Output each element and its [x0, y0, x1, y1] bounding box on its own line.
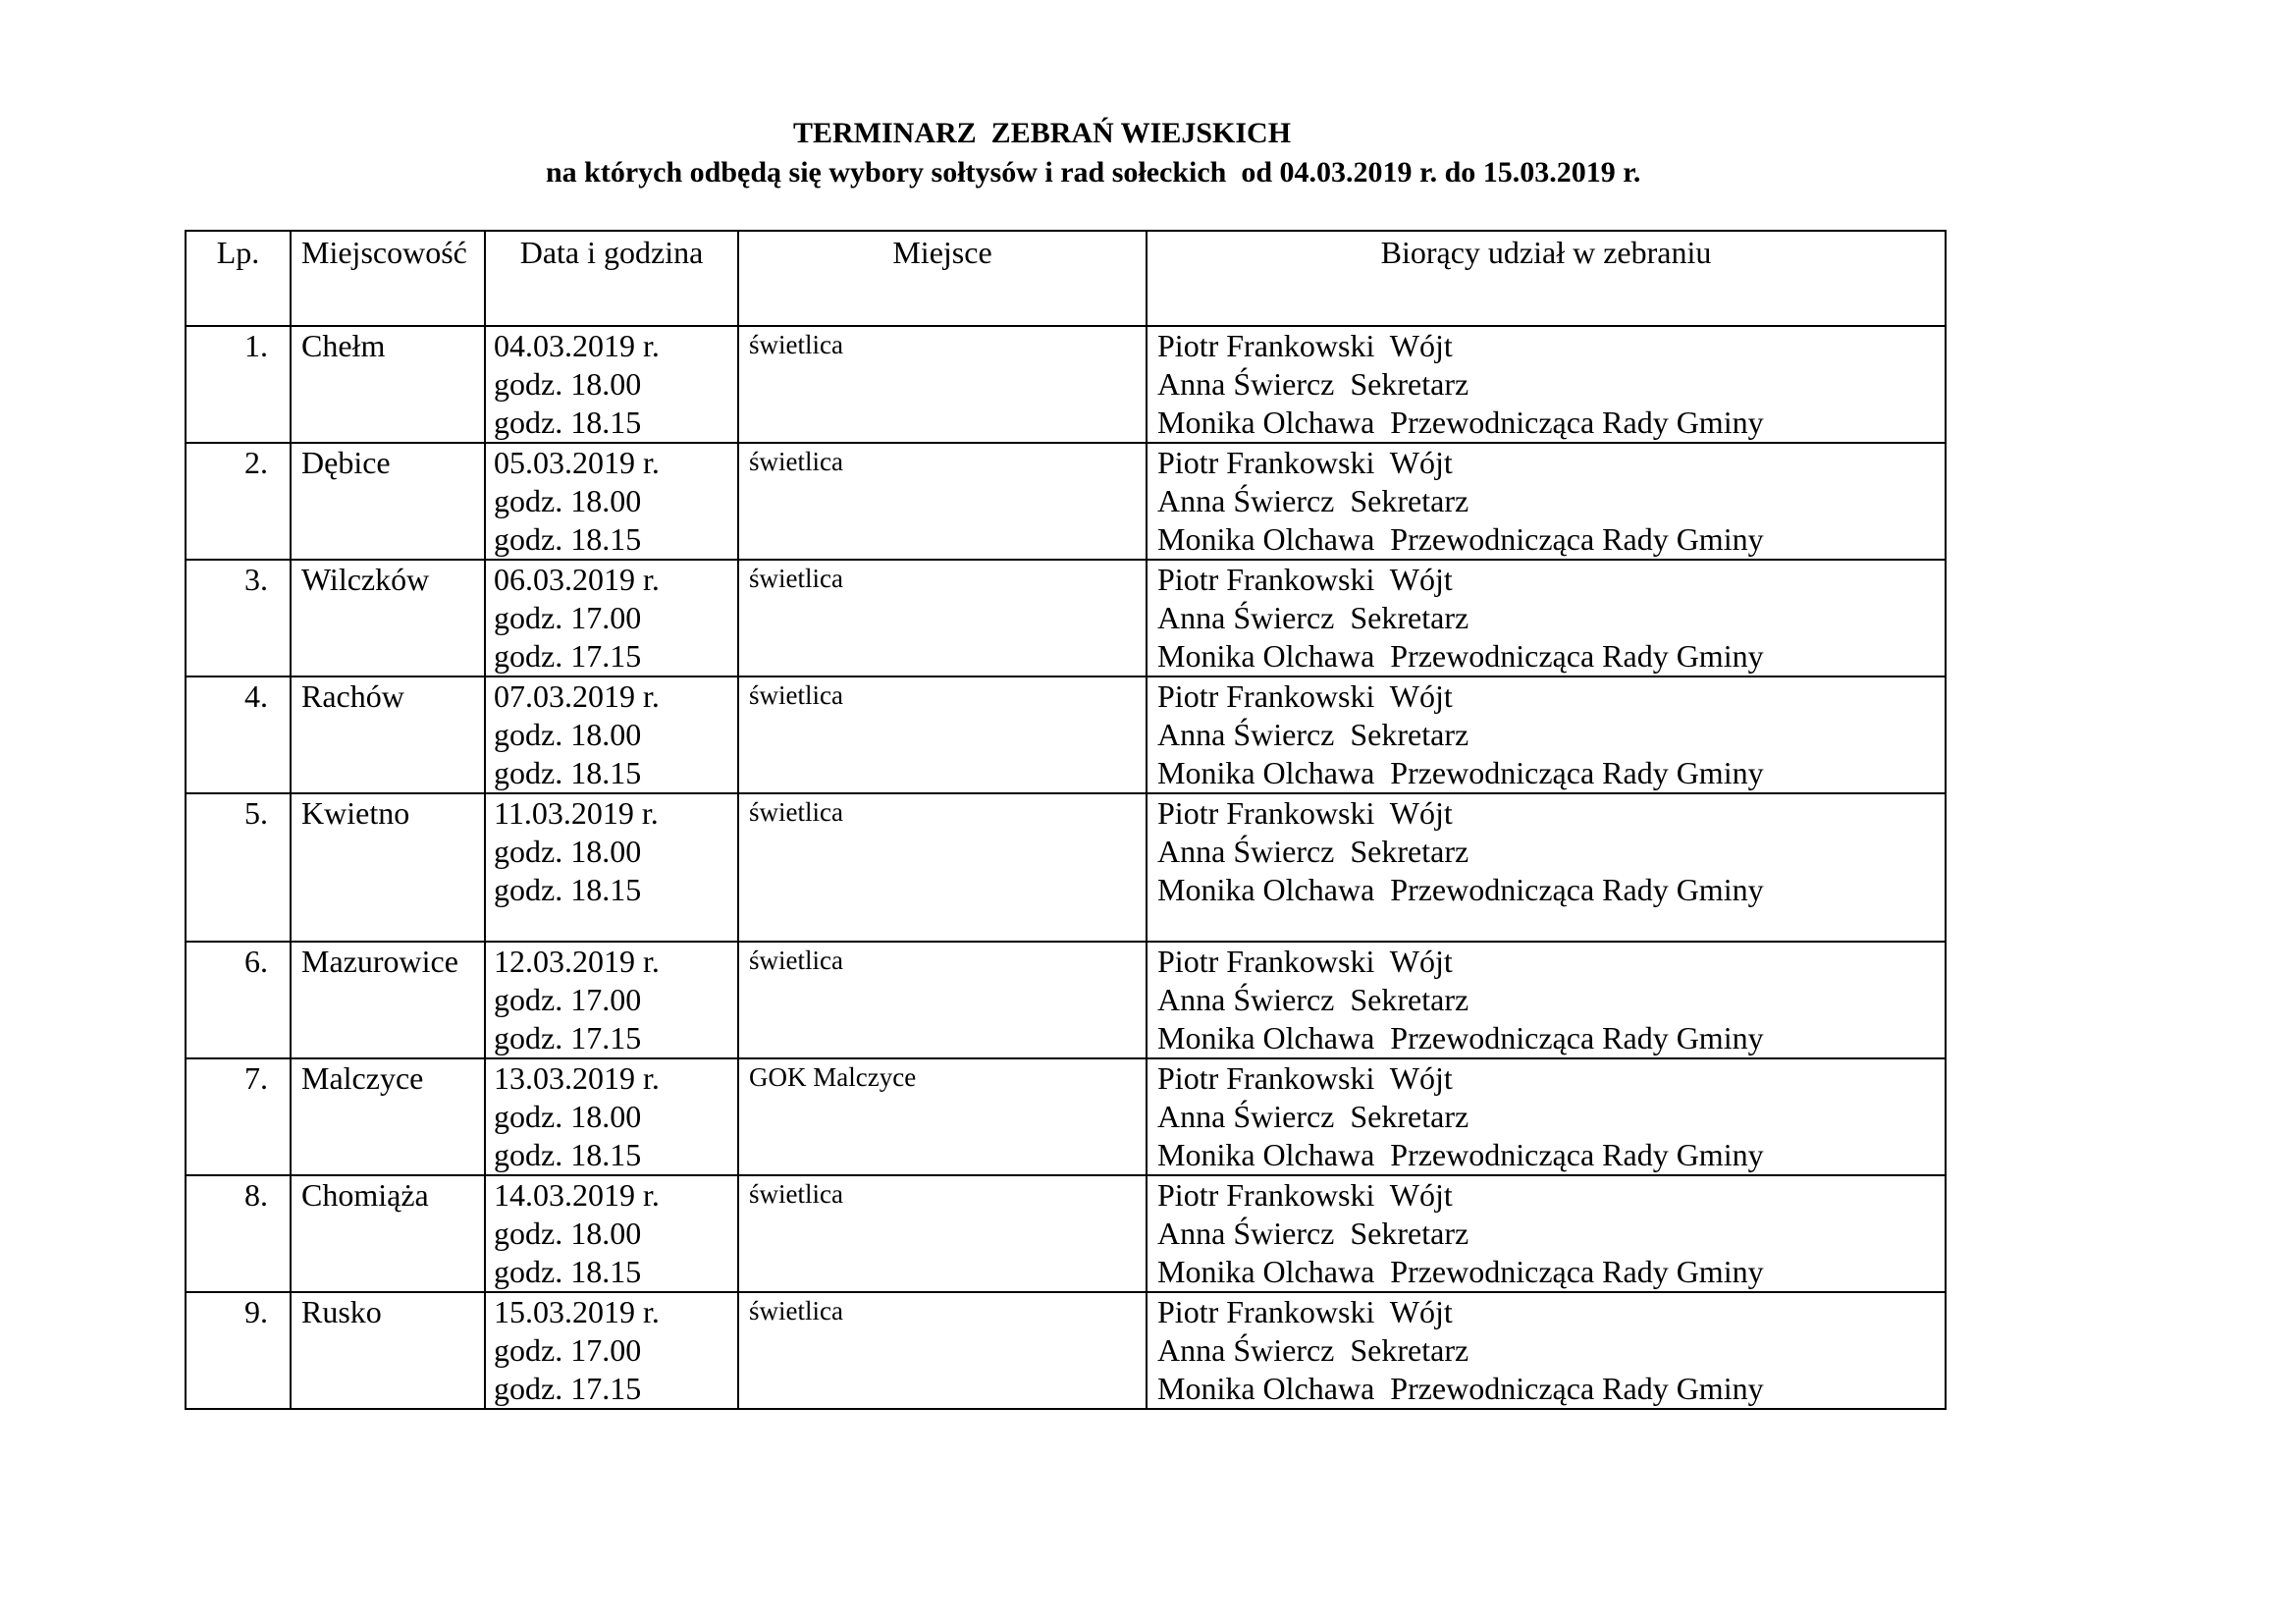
cell-date	[485, 443, 738, 560]
meeting-place: świetlica	[749, 797, 843, 827]
row-number: 3.	[244, 562, 268, 597]
participant-council-chair: Monika Olchawa Przewodnicząca Rady Gminy	[1157, 638, 1764, 674]
table-row	[186, 1292, 1946, 1409]
header-lp: Lp.	[186, 231, 291, 326]
meeting-place: świetlica	[749, 564, 843, 593]
town-name: Malczyce	[301, 1060, 424, 1096]
header-date: Data i godzina	[485, 231, 738, 326]
cell-place	[738, 676, 1147, 793]
participant-council-chair: Monika Olchawa Przewodnicząca Rady Gminy	[1157, 405, 1764, 440]
cell-lp	[186, 1058, 291, 1175]
table-row	[186, 443, 1946, 560]
participant-mayor: Piotr Frankowski Wójt	[1157, 795, 1453, 831]
cell-place	[738, 793, 1147, 942]
table-row	[186, 326, 1946, 443]
cell-participants	[1147, 1058, 1946, 1175]
cell-date	[485, 560, 738, 676]
cell-lp	[186, 443, 291, 560]
cell-date	[485, 1058, 738, 1175]
table-row	[186, 793, 1946, 942]
table-row	[186, 942, 1946, 1058]
town-name: Kwietno	[301, 795, 410, 831]
participant-mayor: Piotr Frankowski Wójt	[1157, 678, 1453, 714]
participant-mayor: Piotr Frankowski Wójt	[1157, 1294, 1453, 1329]
cell-date	[485, 942, 738, 1058]
participant-secretary: Anna Świercz Sekretarz	[1157, 366, 1469, 402]
meeting-place: GOK Malczyce	[749, 1062, 917, 1092]
participant-secretary: Anna Świercz Sekretarz	[1157, 834, 1469, 869]
cell-participants	[1147, 676, 1946, 793]
participant-council-chair: Monika Olchawa Przewodnicząca Rady Gminy	[1157, 872, 1764, 907]
meeting-time-first: godz. 18.00	[494, 717, 642, 752]
cell-place	[738, 1175, 1147, 1292]
participant-council-chair: Monika Olchawa Przewodnicząca Rady Gminy	[1157, 755, 1764, 790]
participant-secretary: Anna Świercz Sekretarz	[1157, 1099, 1469, 1134]
cell-place	[738, 1292, 1147, 1409]
participant-mayor: Piotr Frankowski Wójt	[1157, 328, 1453, 363]
cell-date	[485, 676, 738, 793]
cell-participants	[1147, 793, 1946, 942]
participant-mayor: Piotr Frankowski Wójt	[1157, 1177, 1453, 1213]
meeting-time-first: godz. 18.00	[494, 1099, 642, 1134]
meeting-place: świetlica	[749, 1296, 843, 1325]
document-title: TERMINARZ ZEBRAŃ WIEJSKICH	[793, 117, 1292, 149]
cell-place	[738, 326, 1147, 443]
cell-lp	[186, 326, 291, 443]
cell-date	[485, 1292, 738, 1409]
cell-town	[291, 1292, 485, 1409]
row-number: 9.	[244, 1294, 268, 1329]
meeting-date: 11.03.2019 r.	[494, 795, 659, 831]
cell-participants	[1147, 326, 1946, 443]
cell-place	[738, 443, 1147, 560]
meeting-date: 15.03.2019 r.	[494, 1294, 660, 1329]
meeting-time-second: godz. 18.15	[494, 1137, 642, 1172]
cell-participants	[1147, 942, 1946, 1058]
cell-lp	[186, 1292, 291, 1409]
meeting-time-second: godz. 17.15	[494, 1020, 642, 1055]
table-row	[186, 1175, 1946, 1292]
town-name: Rusko	[301, 1294, 382, 1329]
participant-secretary: Anna Świercz Sekretarz	[1157, 483, 1469, 518]
meeting-time-second: godz. 17.15	[494, 638, 642, 674]
meeting-time-first: godz. 18.00	[494, 834, 642, 869]
cell-place	[738, 942, 1147, 1058]
cell-lp	[186, 793, 291, 942]
town-name: Mazurowice	[301, 944, 458, 979]
row-number: 7.	[244, 1060, 268, 1096]
cell-lp	[186, 1175, 291, 1292]
participant-secretary: Anna Świercz Sekretarz	[1157, 1216, 1469, 1251]
row-number: 4.	[244, 678, 268, 714]
town-name: Rachów	[301, 678, 404, 714]
meeting-place: świetlica	[749, 1179, 843, 1209]
row-number: 8.	[244, 1177, 268, 1213]
cell-place	[738, 1058, 1147, 1175]
meeting-place: świetlica	[749, 330, 843, 359]
meeting-time-first: godz. 18.00	[494, 1216, 642, 1251]
cell-town	[291, 676, 485, 793]
meeting-time-first: godz. 17.00	[494, 982, 642, 1017]
meeting-time-first: godz. 17.00	[494, 1332, 642, 1368]
row-number: 6.	[244, 944, 268, 979]
participant-council-chair: Monika Olchawa Przewodnicząca Rady Gminy	[1157, 1371, 1764, 1406]
meeting-date: 05.03.2019 r.	[494, 445, 660, 480]
header-town: Miejscowość	[291, 231, 485, 326]
town-name: Dębice	[301, 445, 391, 480]
cell-town	[291, 1058, 485, 1175]
meeting-date: 04.03.2019 r.	[494, 328, 660, 363]
header-place: Miejsce	[738, 231, 1147, 326]
meeting-place: świetlica	[749, 946, 843, 975]
participant-mayor: Piotr Frankowski Wójt	[1157, 944, 1453, 979]
cell-town	[291, 443, 485, 560]
meetings-table	[185, 230, 1947, 1410]
cell-town	[291, 942, 485, 1058]
cell-participants	[1147, 1175, 1946, 1292]
table-row	[186, 676, 1946, 793]
cell-place	[738, 560, 1147, 676]
cell-lp	[186, 560, 291, 676]
cell-town	[291, 793, 485, 942]
header-participants: Biorący udział w zebraniu	[1147, 231, 1946, 326]
meeting-date: 07.03.2019 r.	[494, 678, 660, 714]
table-row	[186, 560, 1946, 676]
meeting-date: 14.03.2019 r.	[494, 1177, 660, 1213]
town-name: Wilczków	[301, 562, 430, 597]
participant-mayor: Piotr Frankowski Wójt	[1157, 445, 1453, 480]
town-name: Chełm	[301, 328, 386, 363]
row-number: 5.	[244, 795, 268, 831]
cell-participants	[1147, 560, 1946, 676]
meeting-time-first: godz. 18.00	[494, 366, 642, 402]
participant-council-chair: Monika Olchawa Przewodnicząca Rady Gminy	[1157, 521, 1764, 557]
participant-council-chair: Monika Olchawa Przewodnicząca Rady Gminy	[1157, 1254, 1764, 1289]
town-name: Chomiąża	[301, 1177, 429, 1213]
meeting-time-second: godz. 18.15	[494, 521, 642, 557]
cell-town	[291, 560, 485, 676]
participant-secretary: Anna Świercz Sekretarz	[1157, 717, 1469, 752]
meeting-time-second: godz. 18.15	[494, 405, 642, 440]
participant-council-chair: Monika Olchawa Przewodnicząca Rady Gminy	[1157, 1020, 1764, 1055]
meeting-time-first: godz. 17.00	[494, 600, 642, 635]
cell-date	[485, 326, 738, 443]
meeting-date: 06.03.2019 r.	[494, 562, 660, 597]
meeting-time-second: godz. 18.15	[494, 872, 642, 907]
meeting-date: 13.03.2019 r.	[494, 1060, 660, 1096]
meeting-time-second: godz. 18.15	[494, 1254, 642, 1289]
participant-secretary: Anna Świercz Sekretarz	[1157, 1332, 1469, 1368]
cell-lp	[186, 942, 291, 1058]
meeting-place: świetlica	[749, 680, 843, 710]
cell-town	[291, 326, 485, 443]
table-row	[186, 1058, 1946, 1175]
row-number: 2.	[244, 445, 268, 480]
table-header-row	[186, 231, 1946, 326]
meeting-place: świetlica	[749, 447, 843, 476]
participant-secretary: Anna Świercz Sekretarz	[1157, 600, 1469, 635]
meeting-time-first: godz. 18.00	[494, 483, 642, 518]
cell-town	[291, 1175, 485, 1292]
participant-mayor: Piotr Frankowski Wójt	[1157, 1060, 1453, 1096]
meeting-time-second: godz. 17.15	[494, 1371, 642, 1406]
participant-council-chair: Monika Olchawa Przewodnicząca Rady Gminy	[1157, 1137, 1764, 1172]
document-subtitle: na których odbędą się wybory sołtysów i rad sołeckich od 04.03.2019 r. do 15.03.2019 r.	[546, 156, 1641, 189]
cell-participants	[1147, 443, 1946, 560]
cell-date	[485, 1175, 738, 1292]
row-number: 1.	[244, 328, 268, 363]
cell-date	[485, 793, 738, 942]
cell-participants	[1147, 1292, 1946, 1409]
meeting-date: 12.03.2019 r.	[494, 944, 660, 979]
participant-secretary: Anna Świercz Sekretarz	[1157, 982, 1469, 1017]
meeting-time-second: godz. 18.15	[494, 755, 642, 790]
cell-lp	[186, 676, 291, 793]
participant-mayor: Piotr Frankowski Wójt	[1157, 562, 1453, 597]
